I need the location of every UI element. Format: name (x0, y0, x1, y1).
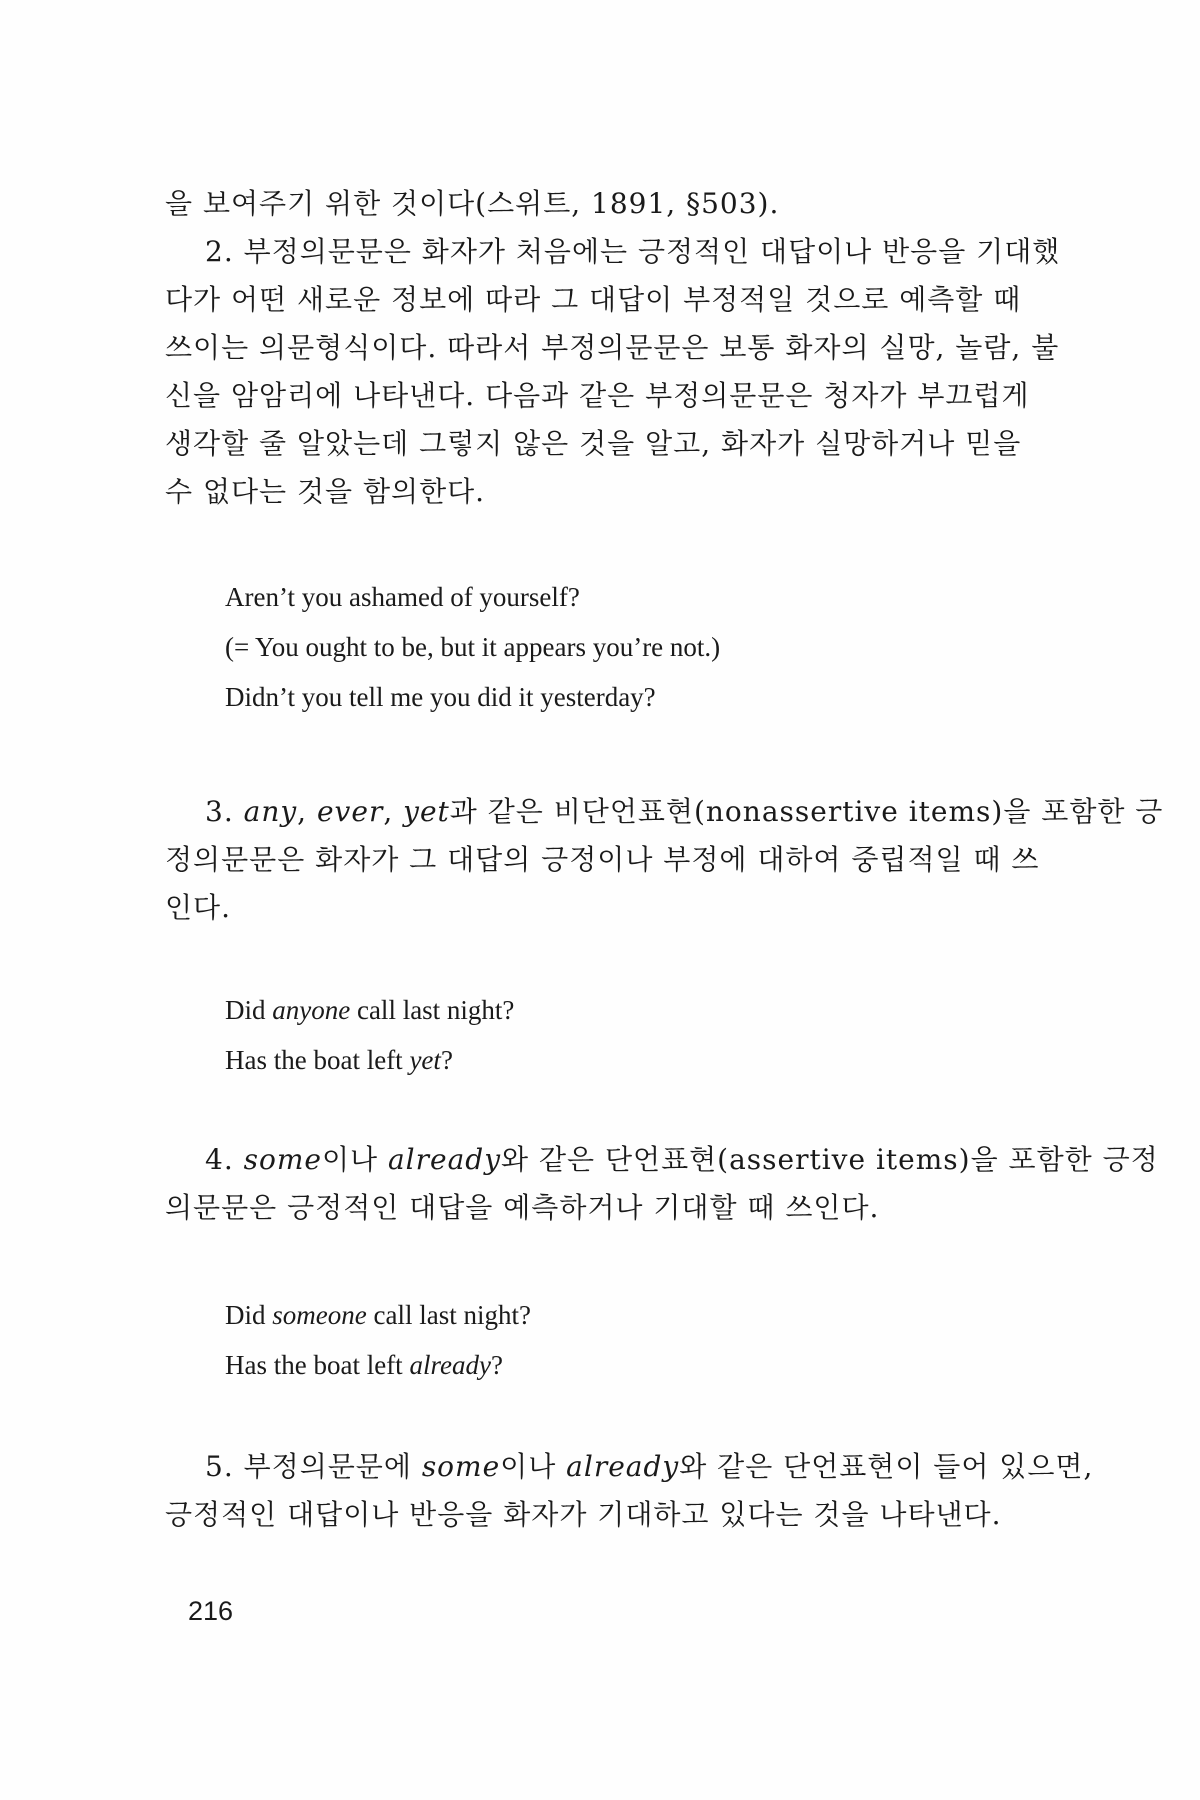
section-4-text (165, 1136, 1159, 1232)
section-2-line: 쓰이는 의문형식이다. 따라서 부정의문문은 보통 화자의 실망, 놀람, 불 (165, 331, 1060, 364)
section-2-text (165, 180, 1065, 516)
section-5-line: 긍정적인 대답이나 반응을 화자가 기대하고 있다는 것을 나타낸다. (165, 1498, 1002, 1531)
section-5-line: 5. 부정의문문에 some이나 already와 같은 단언표현이 들어 있으면, (205, 1450, 1094, 1483)
lead-text: 을 보여주기 위한 것이다(스위트, 1891, §503). (165, 187, 780, 220)
section-3-line: 3. any, ever, yet과 같은 비단언표현(nonassertive items)을 포함한 긍 (205, 795, 1164, 828)
section-5-text (165, 1443, 1094, 1539)
section-3-line: 정의문문은 화자가 그 대답의 긍정이나 부정에 대하여 중립적일 때 쓰 (165, 843, 1040, 876)
section-4-line: 4. some이나 already와 같은 단언표현(assertive items)을 포함한 긍정 (205, 1143, 1159, 1176)
section-3-line: 인다. (165, 891, 231, 924)
section-2-line: 2. 부정의문문은 화자가 처음에는 긍정적인 대답이나 반응을 기대했 (205, 235, 1061, 268)
example-sentence: Did anyone call last night? (225, 995, 515, 1025)
example-sentence: (= You ought to be, but it appears you’re not.) (225, 632, 721, 662)
example-sentence: Has the boat left yet? (225, 1045, 453, 1075)
section-3-examples (225, 985, 514, 1085)
section-4-examples (225, 1290, 531, 1390)
section-4-line: 의문문은 긍정적인 대답을 예측하거나 기대할 때 쓰인다. (165, 1191, 880, 1224)
section-2-examples (225, 572, 720, 722)
example-sentence: Didn’t you tell me you did it yesterday? (225, 682, 656, 712)
page-number: 216 (188, 1596, 234, 1626)
example-sentence: Did someone call last night? (225, 1300, 531, 1330)
section-2-line: 생각할 줄 알았는데 그렇지 않은 것을 알고, 화자가 실망하거나 믿을 (165, 427, 1022, 460)
section-2-line: 다가 어떤 새로운 정보에 따라 그 대답이 부정적일 것으로 예측할 때 (165, 283, 1022, 316)
section-3-text (165, 788, 1164, 932)
section-2-line: 신을 암암리에 나타낸다. 다음과 같은 부정의문문은 청자가 부끄럽게 (165, 379, 1030, 412)
section-2-line: 수 없다는 것을 함의한다. (165, 475, 486, 508)
example-sentence: Aren’t you ashamed of yourself? (225, 582, 580, 612)
example-sentence: Has the boat left already? (225, 1350, 503, 1380)
